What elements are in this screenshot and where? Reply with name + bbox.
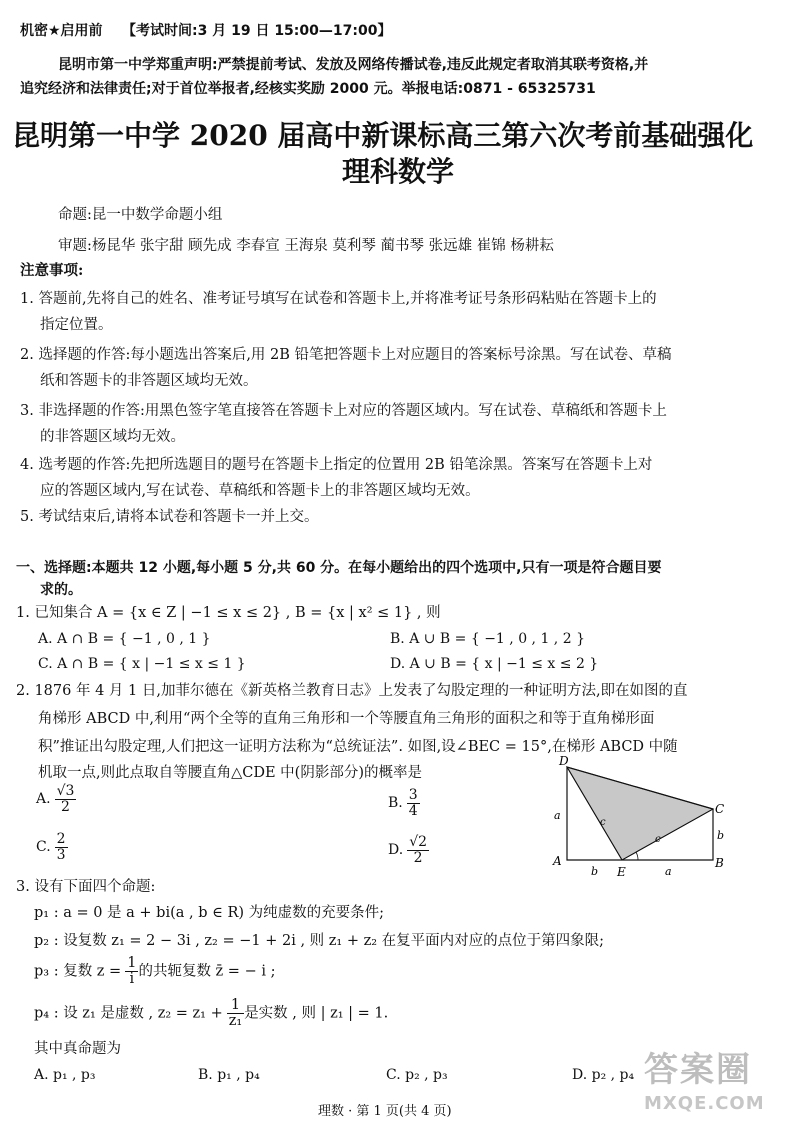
notice-line: 5. 考试结束后,请将本试卷和答题卡一并上交。	[20, 509, 319, 525]
label-side-a-left: a	[554, 809, 561, 822]
notice-line: 3. 非选择题的作答:用黑色签字笔直接答在答题卡上对应的答题区域内。写在试卷、草稿纸和答题卡上	[20, 403, 667, 419]
q1-stem: 1. 已知集合 A = {x ∈ Z | −1 ≤ x ≤ 2} , B = {x | x² ≤ 1} , 则	[16, 605, 441, 621]
label-a: A	[553, 854, 562, 868]
label-d: D	[559, 755, 569, 768]
q2-option-a: A. $\frac{√3}{2}$	[36, 783, 75, 815]
q2-option-d: D. $\frac{√2}{2}$	[388, 834, 428, 866]
notice-line: 1. 答题前,先将自己的姓名、准考证号填写在试卷和答题卡上,并将准考证号条形码粘贴在答题卡上的	[20, 291, 657, 307]
q1-option-d: D. A ∪ B = { x | −1 ≤ x ≤ 2 }	[390, 656, 599, 672]
angle-bec-arc	[636, 852, 638, 860]
statement-line-2: 追究经济和法律责任;对于首位举报者,经核实奖励 2000 元。举报电话:0871 - 65325731	[20, 81, 596, 97]
exam-time: 【考试时间:3 月 19 日 15:00—17:00】	[122, 23, 392, 39]
label-side-b-right: b	[717, 829, 725, 842]
reviewers-line: 审题:杨昆华 张宇甜 顾先成 李春宣 王海泉 莫利琴 蔺书琴 张远雄 崔锦 杨耕耘	[58, 238, 554, 254]
q3-option-c: C. p₂ , p₃	[386, 1067, 448, 1083]
page-title: 昆明第一中学 2020 届高中新课标高三第六次考前基础强化	[12, 119, 754, 152]
section-heading-cont: 求的。	[40, 582, 82, 598]
setter-line: 命题:昆一中数学命题小组	[58, 207, 223, 223]
watermark-text: 答案圈	[644, 1050, 752, 1090]
q2-stem-line: 机取一点,则此点取自等腰直角△CDE 中(阴影部分)的概率是	[38, 765, 422, 781]
secret-label: 机密★启用前	[20, 23, 103, 39]
q1-option-c: C. A ∩ B = { x | −1 ≤ x ≤ 1 }	[38, 656, 246, 672]
q3-option-b: B. p₁ , p₄	[198, 1067, 260, 1083]
q2-stem-line: 2. 1876 年 4 月 1 日,加菲尔德在《新英格兰教育日志》上发表了勾股定理的一种证明方法,即在如图的直	[16, 683, 688, 699]
q3-stem: 3. 设有下面四个命题:	[16, 879, 156, 895]
q3-proposition-p2: p₂ : 设复数 z₁ = 2 − 3i , z₂ = −1 + 2i , 则 z₁ + z₂ 在复平面内对应的点位于第四象限;	[34, 933, 605, 949]
q3-question: 其中真命题为	[34, 1041, 121, 1057]
q3-proposition-p1: p₁ : a = 0 是 a + bi(a , b ∈ R) 为纯虚数的充要条件;	[34, 905, 385, 921]
trapezoid-figure	[545, 755, 735, 880]
label-b: B	[715, 856, 724, 870]
notice-line: 2. 选择题的作答:每小题选出答案后,用 2B 铅笔把答题卡上对应题目的答案标号涂黑。写在试卷、草稿	[20, 347, 672, 363]
label-c: C	[715, 802, 725, 816]
q2-option-b: B. $\frac{3}{4}$	[388, 787, 418, 819]
label-bottom-a: a	[665, 865, 672, 878]
watermark-url: MXQE.COM	[644, 1093, 765, 1115]
q3-option-a: A. p₁ , p₃	[34, 1067, 96, 1083]
label-bottom-b: b	[591, 865, 599, 878]
page-footer: 理数 · 第 1 页(共 4 页)	[318, 1104, 452, 1119]
q3-option-d: D. p₂ , p₄	[572, 1067, 635, 1083]
q3-proposition-p4: p₄ : 设 z₁ 是虚数 , z₂ = z₁ + $\frac{1}{\text{z₁}}$ 是实数 , 则 | z₁ | = 1.	[34, 997, 389, 1030]
notice-line: 4. 选考题的作答:先把所选题目的题号在答题卡上指定的位置用 2B 铅笔涂黑。答案写在答题卡上对	[20, 457, 653, 473]
q3-proposition-p3: p₃ : 复数 z = $\frac{1}{i}$ 的共轭复数 z̄ = − i ;	[34, 955, 276, 988]
watermark-logo	[644, 1048, 794, 1126]
page-subtitle: 理科数学	[342, 155, 455, 188]
notice-line: 的非答题区域均无效。	[40, 429, 185, 445]
notice-line: 指定位置。	[40, 317, 113, 333]
label-inner-c2: c	[655, 834, 661, 845]
label-inner-c1: c	[600, 817, 606, 828]
q1-option-b: B. A ∪ B = { −1 , 0 , 1 , 2 }	[390, 631, 585, 647]
shaded-triangle-cde	[567, 767, 713, 860]
q2-stem-line: 角梯形 ABCD 中,利用“两个全等的直角三角形和一个等腰直角三角形的面积之和等于直角梯形面	[38, 711, 655, 727]
label-e: E	[617, 865, 626, 879]
q1-option-a: A. A ∩ B = { −1 , 0 , 1 }	[38, 631, 211, 647]
notice-line: 应的答题区域内,写在试卷、草稿纸和答题卡上的非答题区域均无效。	[40, 483, 480, 499]
notice-heading: 注意事项:	[20, 262, 84, 279]
notice-line: 纸和答题卡的非答题区域均无效。	[40, 373, 258, 389]
q2-option-c: C. $\frac{2}{3}$	[36, 831, 66, 863]
q2-stem-line: 积”推证出勾股定理,人们把这一证明方法称为“总统证法”. 如图,设∠BEC = 15°,在梯形 ABCD 中随	[38, 739, 678, 755]
statement-line-1: 昆明市第一中学郑重声明:严禁提前考试、发放及网络传播试卷,违反此规定者取消其联考资格,并	[58, 57, 649, 73]
section-heading: 一、选择题:本题共 12 小题,每小题 5 分,共 60 分。在每小题给出的四个选项中,只有一项是符合题目要	[16, 560, 662, 576]
